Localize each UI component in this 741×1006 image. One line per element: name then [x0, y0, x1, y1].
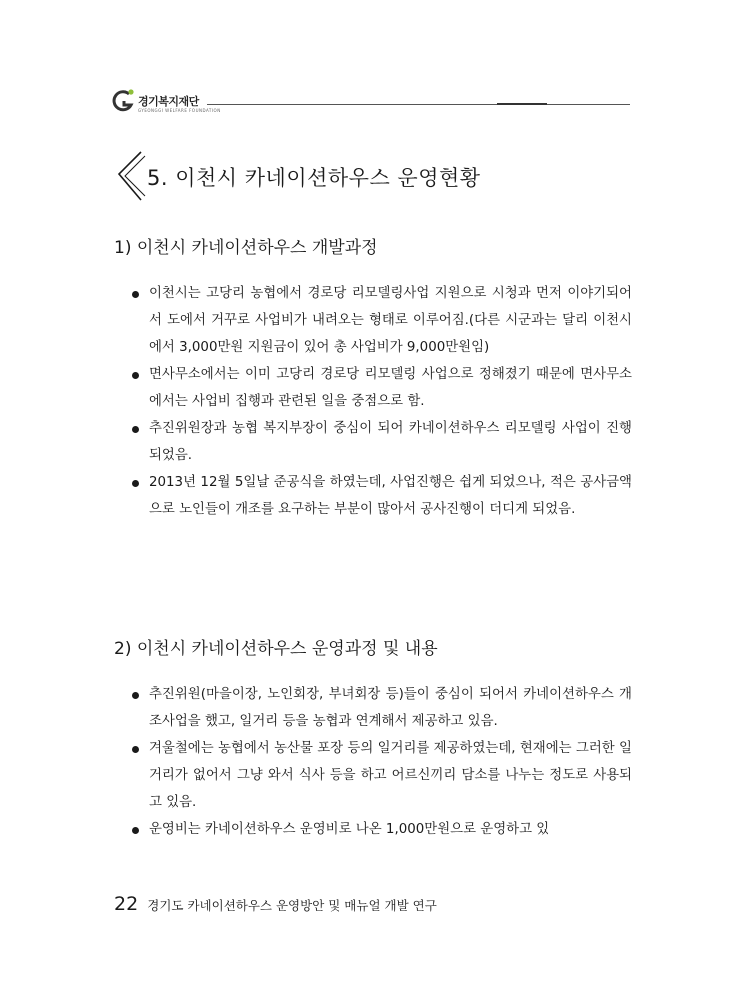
bullet-icon — [132, 480, 139, 487]
header-rule-accent — [497, 103, 547, 105]
footer-title: 경기도 카네이션하우스 운영방안 및 매뉴얼 개발 연구 — [147, 898, 437, 913]
list-item-text: 2013년 12월 5일날 준공식을 하였는데, 사업진행은 쉽게 되었으나, 적은 공사금액으로 노인들이 개조를 요구하는 부분이 많아서 공사진행이 더디게 되었음. — [149, 475, 632, 517]
bullet-list — [132, 280, 632, 523]
logo-subtitle: GYEONGGI WELFARE FOUNDATION — [138, 108, 221, 113]
header-rule — [207, 104, 630, 105]
bullet-icon — [132, 692, 139, 699]
bullet-icon — [132, 827, 139, 834]
bullet-icon — [132, 426, 139, 433]
list-item — [132, 415, 632, 469]
chapter-bracket-icon — [117, 150, 147, 206]
list-item — [132, 280, 632, 361]
list-item — [132, 735, 632, 816]
list-item — [132, 681, 632, 735]
bullet-icon — [132, 372, 139, 379]
list-item-text: 면사무소에서는 이미 고당리 경로당 리모델링 사업으로 정해졌기 때문에 면사무소에서는 사업비 집행과 관련된 일을 중점으로 함. — [149, 367, 632, 409]
list-item — [132, 469, 632, 523]
logo-name: 경기복지재단 — [138, 95, 199, 108]
list-item-text: 추진위원(마을이장, 노인회장, 부녀회장 등)들이 중심이 되어서 카네이션하우스 개조사업을 했고, 일거리 등을 농협과 연계해서 제공하고 있음. — [149, 687, 632, 729]
page-number: 22 — [114, 893, 139, 915]
list-item-text: 이천시는 고당리 농협에서 경로당 리모델링사업 지원으로 시청과 먼저 이야기되어서 도에서 거꾸로 사업비가 내려오는 형태로 이루어짐.(다른 시군과는 달리 이천시에서 3,000만원 지원금이 있어 총 사업비가 9,000만원임) — [149, 286, 632, 355]
list-item — [132, 816, 632, 843]
list-item-text: 추진위원장과 농협 복지부장이 중심이 되어 카네이션하우스 리모델링 사업이 진행되었음. — [149, 421, 632, 463]
list-item-text: 겨울철에는 농협에서 농산물 포장 등의 일거리를 제공하였는데, 현재에는 그러한 일거리가 없어서 그냥 와서 식사 등을 하고 어르신끼리 담소를 나누는 정도로 사용되고 있음. — [149, 741, 632, 810]
page-footer — [114, 893, 437, 915]
bullet-list — [132, 681, 632, 843]
chapter-heading — [117, 150, 537, 206]
bullet-icon — [132, 746, 139, 753]
foundation-logo-icon — [112, 88, 136, 114]
list-item-text: 운영비는 카네이션하우스 운영비로 나온 1,000만원으로 운영하고 있 — [149, 822, 550, 837]
section-heading: 2) 이천시 카네이션하우스 운영과정 및 내용 — [114, 639, 438, 659]
section-heading: 1) 이천시 카네이션하우스 개발과정 — [114, 238, 378, 258]
chapter-title: 5. 이천시 카네이션하우스 운영현황 — [147, 166, 481, 190]
bullet-icon — [132, 291, 139, 298]
running-header — [112, 88, 630, 118]
list-item — [132, 361, 632, 415]
